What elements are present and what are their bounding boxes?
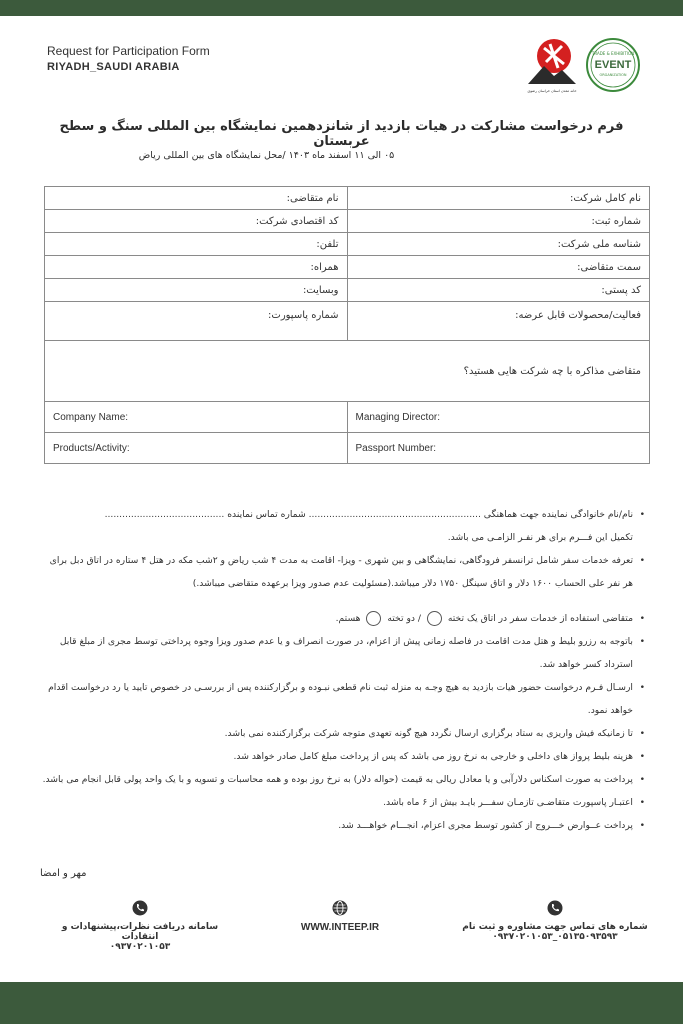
room-choice-text: متقاضی استفاده از خدمات سفر در اتاق یک تخته <box>447 613 633 624</box>
form-title-en: Request for Participation Form <box>47 44 210 58</box>
note-tariff: • تعرفه خدمات سفر شامل ترانسفر فرودگاهی، نمایشگاهی و بین شهری - ویزا- اقامت به مدت ۴ شب ریاض و ۲شب مکه در هتل ۴ ستاره در اتاق دبل برای هر نفر علی الحساب ۱۶۰۰ دلار و اتاق سینگل ۱۷۵۰ دلار میباشد.(مسئولیت عدم صدور ویزا برعهده متقاضی میباشد.) <box>40 549 647 595</box>
postal-code-label: کد پستی: <box>601 284 641 296</box>
mine-house-logo <box>522 34 582 96</box>
company-full-name-field[interactable] <box>347 187 650 210</box>
feedback-phone[interactable]: ۰۹۳۷۰۲۰۱۰۵۳ <box>109 942 171 952</box>
company-full-name-label: نام کامل شرکت: <box>570 192 641 204</box>
event-logo-sub: ORGANIZATION <box>599 73 627 77</box>
note-flight-cost: • هزینه بلیط پرواز های داخلی و خارجی به نرخ روز می باشد که پس از پرداخت مبلغ کامل صادر خواهد شد. <box>40 745 647 768</box>
note-room-choice <box>40 607 647 630</box>
note-passport-validity: • اعتبـار پاسپورت متقاضـی تازمـان سفـــر بایـد بیش از ۶ ماه باشد. <box>40 791 647 814</box>
note-exit-fee: • پرداخت عــوارض خـــروج از کشور توسط مجری اعزام، انجـــام خواهـــد شد. <box>40 814 647 837</box>
note-representative: • نام/نام خانوادگی نماینده جهت هماهنگی ........................................................... شماره تماس نماینده ......................................... <box>40 503 647 526</box>
footer-contact <box>455 900 655 942</box>
phone-field[interactable] <box>45 233 348 256</box>
location-en: RIYADH_SAUDI ARABIA <box>47 61 180 73</box>
applicant-position-field[interactable] <box>347 256 650 279</box>
website-label: وبسایت: <box>302 284 339 296</box>
products-en-field[interactable] <box>45 433 348 464</box>
economic-code-label: کد اقتصادی شرکت: <box>255 215 339 227</box>
mine-house-caption: خانه معدن استان خراسان رضوی <box>527 89 577 93</box>
event-logo-text: EVENT <box>594 59 632 71</box>
postal-code-field[interactable] <box>347 279 650 302</box>
event-logo <box>584 36 642 94</box>
double-room-text: / دو تخته <box>387 613 421 624</box>
page-title: فرم درخواست مشارکت در هیات بازدید از شانزدهمین نمایشگاه بین المللی سنگ و سطح عربستان <box>59 119 624 149</box>
double-room-radio[interactable] <box>366 611 381 626</box>
activity-label: فعالیت/محصولات قابل عرضه: <box>515 310 641 321</box>
signature-label: مهر و امضا <box>40 868 87 879</box>
managing-director-en-field[interactable] <box>347 402 650 433</box>
note-cancellation: • باتوجه به رزرو بلیط و هتل مدت اقامت در فاصله زمانی پیش از اعزام، در صورت انصراف و یا عدم صدور ویزا وجوه پرداختی توسط مجری از مبلغ قابل استرداد کسر خواهد شد. <box>40 630 647 676</box>
national-id-field[interactable] <box>347 233 650 256</box>
event-logo-small: TRADE & EXHIBITION <box>591 51 635 56</box>
note-payment-currency: • پرداخت به صورت اسکناس دلارآبی و یا معادل ریالی به قیمت (حواله دلار) به نرخ روز بوده و همه محاسبات و تسویه و با یک واحد پولی قابل انجام می باشد. <box>40 768 647 791</box>
phone-label: تلفن: <box>316 238 339 250</box>
managing-director-en-label: Managing Director: <box>355 411 440 423</box>
registration-no-label: شماره ثبت: <box>591 215 641 227</box>
mobile-field[interactable] <box>45 256 348 279</box>
economic-code-field[interactable] <box>45 210 348 233</box>
application-form-table <box>44 186 650 464</box>
page-subtitle: ۰۵ الی ۱۱ اسفند ماه ۱۴۰۳ /محل نمایشگاه های بین المللی ریاض <box>138 150 395 161</box>
applicant-name-field[interactable] <box>45 187 348 210</box>
passport-number-en-field[interactable] <box>347 433 650 464</box>
note-approval: • ارسـال فـرم درخواست حضور هیات بازدید به هیچ وجـه به منزله ثبت نام قطعی نبـوده و برگزارکننده پس از بررسـی در خصوص تایید یا رد درخواست اقدام خواهد نمود. <box>40 676 647 722</box>
consult-phones-label: شماره های تماس جهت مشاوره و ثبت نام <box>462 922 648 932</box>
phone-icon <box>547 900 563 916</box>
negotiation-question-field[interactable] <box>45 341 650 402</box>
national-id-label: شناسه ملی شرکت: <box>557 238 641 250</box>
activity-field[interactable] <box>347 302 650 341</box>
applicant-position-label: سمت متقاضی: <box>577 261 641 273</box>
website-field[interactable] <box>45 279 348 302</box>
products-en-label: Products/Activity: <box>53 442 130 454</box>
feedback-system-label: سامانه دریافت نظرات،پیشنهادات و انتقادات <box>61 922 219 942</box>
company-name-en-label: Company Name: <box>53 411 129 423</box>
registration-no-field[interactable] <box>347 210 650 233</box>
negotiation-question-label: متقاضی مذاکره با چه شرکت هایی هستید؟ <box>463 365 641 377</box>
phone-icon <box>132 900 148 916</box>
header-left <box>47 44 210 73</box>
passport-number-en-label: Passport Number: <box>355 442 437 454</box>
footer-website <box>280 900 400 933</box>
note-form-required: تکمیل این فـــرم برای هر نفـر الزامـی می باشد. <box>447 532 633 543</box>
footer-feedback <box>45 900 235 952</box>
consult-phones[interactable]: ۰۵۱۳۵۰۹۳۵۹۳_۰۹۳۷۰۲۰۱۰۵۳ <box>492 932 618 942</box>
company-name-en-field[interactable] <box>45 402 348 433</box>
website-link[interactable]: WWW.INTEEP.IR <box>300 922 380 933</box>
applicant-name-label: نام متقاضی: <box>286 192 339 204</box>
globe-icon <box>332 900 348 916</box>
passport-no-label: شماره پاسپورت: <box>268 310 339 321</box>
mobile-label: همراه: <box>310 261 339 273</box>
single-room-radio[interactable] <box>427 611 442 626</box>
room-choice-end: هستم. <box>335 613 361 624</box>
passport-no-field[interactable] <box>45 302 348 341</box>
bottom-band <box>0 982 683 1024</box>
notes-list <box>40 503 647 837</box>
top-band <box>0 0 683 16</box>
note-payment-receipt: • تا زمانیکه فیش واریزی به ستاد برگزاری ارسال نگردد هیچ گونه تعهدی متوجه شرکت برگزارکننده نمی باشد. <box>40 722 647 745</box>
